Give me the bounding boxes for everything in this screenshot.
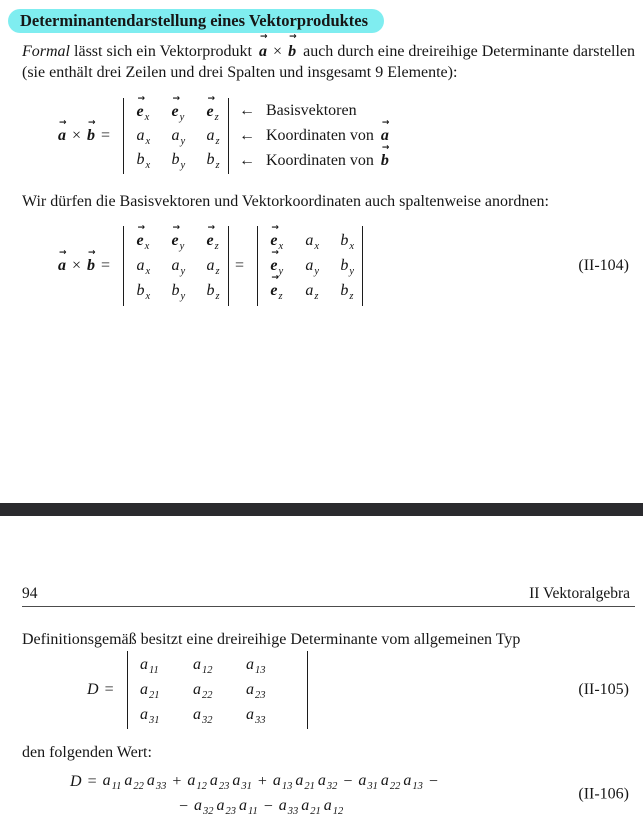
math-operator: − xyxy=(343,773,353,790)
math-symbol: $a_{31}$ xyxy=(232,772,252,792)
matrix-row xyxy=(136,100,219,124)
determinant-matrix-rowwise xyxy=(123,226,229,306)
vector-symbol: $e \to_x$ xyxy=(136,103,149,120)
definition-paragraph: Definitionsgemäß besitzt eine dreireihige Determinante vom allgemeinen Typ xyxy=(22,631,521,648)
math-symbol: $a_z$ xyxy=(305,282,319,302)
equals-sign: = xyxy=(234,257,244,274)
math-symbol: $a_z$ xyxy=(206,127,220,147)
vector-symbol: $e \to_x$ xyxy=(136,232,149,249)
math-symbol: $a_{23}$ xyxy=(245,681,266,701)
math-symbol: $a_z$ xyxy=(206,257,220,277)
matrix-cell xyxy=(136,127,171,145)
math-symbol: $a_{21}$ xyxy=(139,681,160,701)
row-label xyxy=(239,149,389,174)
vector-symbol: b → xyxy=(87,127,95,144)
equation-line-1 xyxy=(70,769,643,794)
math-symbol: $a_{12}$ xyxy=(323,797,344,817)
equation-tag: (II-104) xyxy=(578,257,629,274)
equation-106 xyxy=(70,769,643,819)
matrix-cell xyxy=(340,232,354,250)
math-symbol: $a_{32}$ xyxy=(192,705,213,726)
math-operator: − xyxy=(179,798,189,815)
math-operator: = xyxy=(101,127,111,144)
math-symbol: $a_{22}$ xyxy=(124,772,144,792)
math-operator: × xyxy=(273,43,283,60)
row-labels xyxy=(239,99,389,174)
math-operator: = xyxy=(104,681,114,698)
vector-symbol: b → xyxy=(288,43,296,60)
vector-symbol: $e \to_y$ xyxy=(171,103,184,120)
matrix-row xyxy=(136,229,219,254)
section-heading: Determinantendarstellung eines Vektorproduktes xyxy=(20,11,369,30)
left-arrow-icon: ← xyxy=(238,102,255,119)
matrix-cell xyxy=(140,681,193,699)
left-arrow-icon: ← xyxy=(238,152,255,169)
matrix-cell xyxy=(340,257,354,275)
header-rule xyxy=(22,606,635,607)
math-symbol: $a_{23}$ xyxy=(216,797,237,817)
matrix-row xyxy=(270,279,354,304)
matrix-row xyxy=(270,229,354,254)
matrix-cell xyxy=(171,257,206,275)
math-symbol: $a_{11}$ xyxy=(239,797,258,817)
matrix-row xyxy=(136,148,219,172)
left-arrow-icon: ← xyxy=(238,127,255,144)
math-symbol: $a_x$ xyxy=(136,257,151,277)
matrix-cell xyxy=(139,656,193,677)
intro-text-after: auch durch eine dreireihige Determinante darstellen (sie enthält drei Zeilen und drei Spalten und insgesamt 9 Elemente): xyxy=(22,43,636,81)
matrix-cell xyxy=(305,282,340,300)
math-symbol: $a_y$ xyxy=(305,257,320,277)
equation-tag: (II-106) xyxy=(578,785,629,803)
math-operator: × xyxy=(72,257,82,274)
matrix-cell xyxy=(171,282,206,300)
determinant-right-bar xyxy=(228,226,229,306)
page-header xyxy=(22,585,630,603)
math-symbol: $a_{33}$ xyxy=(146,772,167,792)
math-symbol: $b_x$ xyxy=(136,151,151,171)
matrix-row xyxy=(136,279,219,304)
equation-rowwise-determinant xyxy=(0,98,643,174)
math-symbol: $a_{31}$ xyxy=(139,705,160,726)
equation-104 xyxy=(0,226,643,306)
row-label-text: Koordinaten von xyxy=(265,127,374,144)
row-label-symbol xyxy=(381,152,389,170)
row-label xyxy=(239,99,389,124)
section-heading-highlight xyxy=(8,9,384,33)
vector-symbol: a → xyxy=(58,127,66,144)
matrix-cell xyxy=(206,151,219,169)
math-operator: + xyxy=(257,773,267,790)
row-label xyxy=(239,124,389,149)
math-symbol: $b_z$ xyxy=(340,282,354,302)
matrix-row xyxy=(140,702,299,727)
math-symbol: D xyxy=(70,773,82,790)
intro-text-before: lässt sich ein Vektorprodukt xyxy=(74,43,252,60)
determinant-matrix-general xyxy=(127,651,309,729)
math-operator: = xyxy=(101,257,111,274)
math-symbol: $b_y$ xyxy=(171,282,186,302)
vector-symbol: $e \to_y$ xyxy=(270,257,283,274)
inline-math-cross-product xyxy=(259,43,296,60)
matrix-cell xyxy=(136,151,171,169)
matrix-grid xyxy=(258,226,362,306)
matrix-cell xyxy=(192,656,246,677)
matrix-cell xyxy=(140,706,193,724)
intro-lead-word: Formal xyxy=(22,43,70,60)
math-symbol: $a_x$ xyxy=(305,232,320,252)
equation-line-2 xyxy=(173,794,643,819)
math-symbol: $a_{13}$ xyxy=(272,772,293,792)
chapter-title: II Vektoralgebra xyxy=(529,585,630,602)
math-operator: − xyxy=(428,773,438,790)
equation-lhs xyxy=(58,257,116,275)
row-label-text: Basisvektoren xyxy=(265,102,357,119)
matrix-cell xyxy=(206,232,218,250)
matrix-cell xyxy=(193,681,246,699)
math-symbol: $a_{33}$ xyxy=(278,797,299,817)
page-number: 94 xyxy=(22,585,38,602)
determinant-right-bar xyxy=(362,226,363,306)
columns-note-paragraph: Wir dürfen die Basisvektoren und Vektorkoordinaten auch spaltenweise anordnen: xyxy=(22,193,549,210)
math-symbol: $a_{21}$ xyxy=(301,797,321,817)
equation-105 xyxy=(0,651,643,729)
determinant-right-bar xyxy=(228,98,229,174)
math-symbol: $a_{22}$ xyxy=(192,681,213,701)
math-symbol: $a_{12}$ xyxy=(192,656,213,677)
matrix-row xyxy=(136,124,219,148)
math-symbol: $a_{32}$ xyxy=(317,772,338,792)
matrix-cell xyxy=(171,127,206,145)
matrix-cell xyxy=(136,257,171,275)
value-intro-paragraph: den folgenden Wert: xyxy=(22,744,152,761)
math-operator: − xyxy=(263,798,273,815)
matrix-cell xyxy=(171,103,206,121)
math-symbol: $b_y$ xyxy=(171,151,186,171)
math-symbol: $a_y$ xyxy=(171,257,186,277)
math-symbol: $b_z$ xyxy=(206,151,220,171)
math-symbol: $b_z$ xyxy=(206,282,220,302)
math-symbol: $a_{32}$ xyxy=(194,797,214,817)
matrix-cell xyxy=(270,282,305,300)
determinant-matrix xyxy=(123,98,229,174)
intro-paragraph xyxy=(22,41,635,83)
vector-symbol: $e \to_z$ xyxy=(206,232,218,249)
matrix-row xyxy=(140,678,299,703)
matrix-cell xyxy=(305,257,340,275)
matrix-grid xyxy=(124,98,227,174)
math-symbol: $a_x$ xyxy=(136,127,151,147)
row-label-text: Koordinaten von xyxy=(265,152,374,169)
math-symbol: D xyxy=(87,681,99,698)
matrix-cell xyxy=(193,706,246,724)
vector-symbol: a → xyxy=(58,257,66,274)
determinant-matrix-columnwise xyxy=(257,226,363,306)
matrix-cell xyxy=(206,103,218,121)
matrix-cell xyxy=(206,282,219,300)
matrix-cell xyxy=(136,232,171,250)
matrix-cell xyxy=(171,232,206,250)
math-symbol: $b_x$ xyxy=(340,232,355,252)
equation-lhs xyxy=(87,681,120,699)
math-symbol: $b_x$ xyxy=(136,282,151,302)
vector-symbol: a → xyxy=(381,127,389,144)
math-symbol: $a_{33}$ xyxy=(245,705,266,726)
vector-symbol: b → xyxy=(381,152,389,169)
matrix-cell xyxy=(206,257,219,275)
matrix-row xyxy=(136,254,219,279)
math-symbol: $a_y$ xyxy=(171,127,186,147)
matrix-cell xyxy=(246,706,299,724)
math-symbol: $a_{13}$ xyxy=(403,772,423,792)
matrix-cell xyxy=(245,656,299,677)
vector-symbol: b → xyxy=(87,257,95,274)
matrix-cell xyxy=(171,151,206,169)
matrix-row xyxy=(140,653,299,678)
vector-symbol: $e \to_z$ xyxy=(206,103,218,120)
matrix-row xyxy=(270,254,354,279)
determinant-right-bar xyxy=(307,651,308,729)
math-symbol: $a_{12}$ xyxy=(187,772,207,792)
matrix-grid xyxy=(128,651,307,729)
math-symbol: $a_{21}$ xyxy=(295,772,315,792)
math-symbol: $a_{22}$ xyxy=(380,772,401,792)
vector-symbol: $e \to_y$ xyxy=(171,232,184,249)
matrix-cell xyxy=(206,127,219,145)
equation-lhs xyxy=(58,127,116,145)
math-symbol: $a_{31}$ xyxy=(358,772,378,792)
vector-symbol: $e \to_z$ xyxy=(270,282,282,299)
matrix-grid xyxy=(124,226,227,306)
math-symbol: $a_{13}$ xyxy=(245,656,266,677)
math-symbol: $b_y$ xyxy=(340,257,355,277)
matrix-cell xyxy=(136,103,171,121)
equation-tag: (II-105) xyxy=(578,681,629,698)
math-operator: + xyxy=(172,773,182,790)
matrix-cell xyxy=(305,232,340,250)
vector-symbol: a → xyxy=(259,43,267,60)
math-symbol: $a_{11}$ xyxy=(139,656,159,677)
matrix-cell xyxy=(340,282,353,300)
math-operator: × xyxy=(72,127,82,144)
math-operator: = xyxy=(87,773,97,790)
matrix-cell xyxy=(136,282,171,300)
math-symbol: $a_{23}$ xyxy=(209,772,230,792)
vector-symbol: $e \to_x$ xyxy=(270,232,283,249)
page-separator-bar xyxy=(0,503,643,516)
matrix-cell xyxy=(246,681,299,699)
math-symbol: $a_{11}$ xyxy=(102,772,122,792)
